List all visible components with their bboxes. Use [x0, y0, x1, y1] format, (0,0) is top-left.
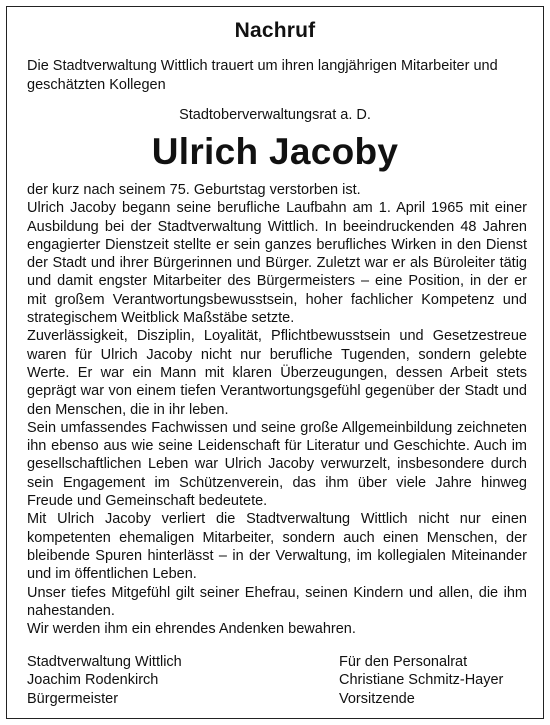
signature-block-right [339, 653, 503, 708]
notice-heading: Nachruf [234, 19, 316, 42]
signature-name: Joachim Rodenkirch [27, 672, 159, 689]
intro-text: Die Stadtverwaltung Wittlich trauert um ihren langjährigen Mitarbeiter und geschätzten Kollegen [27, 58, 498, 93]
signature-organization: Stadtverwaltung Wittlich [27, 654, 182, 670]
signature-block-left [27, 653, 182, 708]
body-paragraph: Wir werden ihm ein ehrendes Andenken bewahren. [27, 621, 356, 638]
body-paragraph: Zuverlässigkeit, Disziplin, Loyalität, Pflichtbewusstsein und Gesetzestreue waren für Ulrich Jacoby nicht nur berufliche Tugenden, sondern gelebte Werte. Er war ein Mann mit klaren Überzeugungen, dessen Arbeit stets geprägt war von einem tiefen Verantwortungsgefühl gegenüber der Stadt und den Menschen, die in ihr leben. [27, 328, 527, 418]
body-paragraph: der kurz nach seinem 75. Geburtstag verstorben ist. [27, 182, 361, 198]
signature-name: Christiane Schmitz-Hayer [339, 672, 504, 689]
obituary-body [27, 181, 527, 638]
deceased-name: Ulrich Jacoby [151, 131, 399, 172]
signature-title: Vorsitzende [339, 690, 415, 707]
signature-title: Bürgermeister [27, 690, 119, 707]
body-paragraph: Mit Ulrich Jacoby verliert die Stadtverwaltung Wittlich nicht nur einen kompetenten ehemaligen Mitarbeiter, sondern auch einen Menschen, der bleibende Spuren hinterlässt – in der Verwaltung, im kollegialen Miteinander und im öffentlichen Leben. [27, 511, 527, 583]
body-paragraph: Sein umfassendes Fachwissen und seine große Allgemeinbildung zeichneten ihn ebenso aus wie seine Leidenschaft für Literatur und Geschichte. Auch im gesellschaftlichen Leben war Ulrich Jacoby verwurzelt, insbesondere durch sein Engagement im Schützenverein, das ihm über viele Jahre hinweg Freude und Gemeinschaft bedeutete. [27, 419, 527, 510]
signature-organization: Für den Personalrat [339, 654, 468, 670]
deceased-rank: Stadtoberverwaltungsrat a. D. [179, 107, 371, 123]
body-paragraph: Unser tiefes Mitgefühl gilt seiner Ehefrau, seinen Kindern und allen, die ihm nahestanden. [27, 584, 527, 619]
obituary-notice [6, 6, 544, 719]
body-paragraph: Ulrich Jacoby begann seine berufliche Laufbahn am 1. April 1965 mit einer Ausbildung bei der Stadtverwaltung Wittlich. In beeindruckenden 48 Jahren engagierter Dienstzeit stellte er sein ganzes berufliches Wirken in den Dienst der Stadt und ihrer Bürgerinnen und Bürger. Zuletzt war er als Büroleiter tätig und damit engster Mitarbeiter des Bürgermeisters – eine Position, in der er mit großem Verantwortungsbewusstsein, hoher fachlicher Kompetenz und strategischem Weitblick Maßstäbe setzte. [27, 200, 527, 327]
